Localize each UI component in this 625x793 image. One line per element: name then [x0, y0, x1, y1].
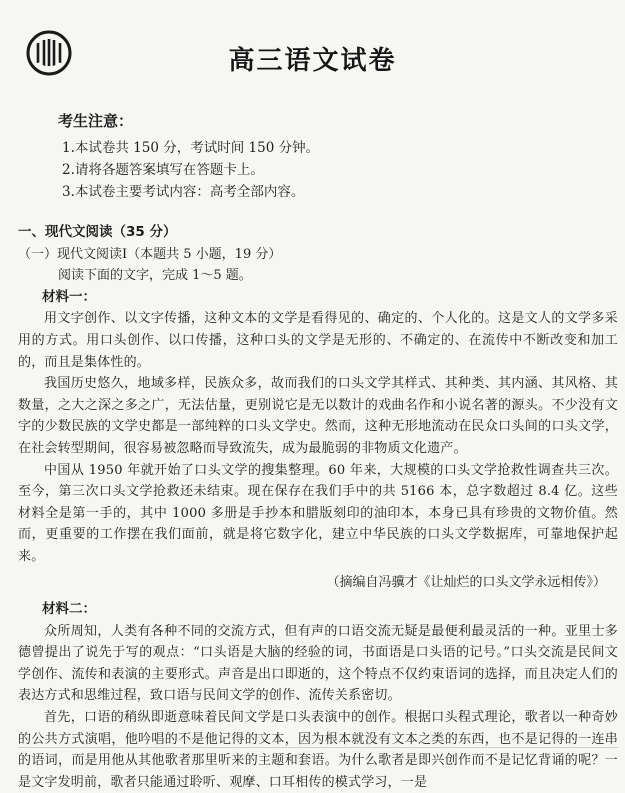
page-divider — [18, 747, 618, 748]
material-two-label: 材料二： — [42, 601, 96, 618]
material-two-paragraph: 首先，口语的稍纵即逝意味着民间文学是口头表演中的创作。根据口头程式理论，歌者以一种奇妙的公共方式演唱，他吟唱的不是他记得的文本，因为根本就没有文本之类的东西，也不是记得的一连串的语词，而是用他从其他歌者那里听来的主题和套语。为什么歌者是即兴创作而不是记忆背诵的呢？一是文字发明前，歌者只能通过聆听、观摩、口耳相传的模式学习，一是 — [18, 710, 618, 790]
notice-item: 3.本试卷主要考试内容：高考全部内容。 — [62, 184, 305, 200]
subsection-heading: （一）现代文阅读Ⅰ（本题共 5 小题，19 分） — [18, 246, 282, 262]
section-heading: 一、现代文阅读（35 分） — [18, 224, 177, 240]
notice-item: 2.请将各题答案填写在答题卡上。 — [62, 162, 264, 178]
material-one-source: （摘编自冯骥才《让灿烂的口头文学永远相传》） — [326, 574, 606, 590]
material-one-paragraph: 我国历史悠久，地域多样，民族众多，故而我们的口头文学其样式、其种类、其内涵、其风格、其数量，之大之深之多之广，无法估量，更别说它是无以数计的戏曲名作和小说名著的源头。不少没有文字的少数民族的文学史都是一部纯粹的口头文学史。然而，这种无形地流动在民众口头间的口头文学，在社会转型期间，很容易被忽略而导致流失，成为最脆弱的非物质文化遗产。 — [18, 376, 618, 456]
material-one-label: 材料一： — [42, 288, 96, 305]
material-one-paragraph: 中国从 1950 年就开始了口头文学的搜集整理。60 年来，大规模的口头文学抢救性调查共三次。至今，第三次口头文学抢救还未结束。现在保存在我们手中的共 5166 本，总字数超过 8.4 亿。这些材料全是第一手的，其中 1000 多册是手抄本和腊版刻印的油印本，本身已具有珍贵的文物价值。然而，更重要的工作摆在我们面前，就是将它数字化，建立中华民族的口头文学数据库，可靠地保护起来。 — [18, 462, 618, 564]
candidate-notice — [50, 110, 570, 203]
reading-instruction: 阅读下面的文字，完成 1～5 题。 — [58, 268, 252, 284]
material-one-paragraph: 用文字创作、以文字传播，这种文本的文学是看得见的、确定的、个人化的。这是文人的文学多采用的方式。用口头创作、以口传播，这种口头的文学是无形的、不确定的、在流传中不断改变和加工的，而且是集体性的。 — [18, 311, 618, 370]
notice-heading: 考生注意： — [58, 112, 134, 130]
notice-item: 1.本试卷共 150 分，考试时间 150 分钟。 — [62, 140, 320, 156]
reading-section — [18, 222, 618, 793]
page-title: 高三语文试卷 — [228, 46, 397, 76]
material-two-paragraph: 众所周知，人类有各种不同的交流方式，但有声的口语交流无疑是最便利最灵活的一种。亚里士多德曾提出了说先于写的观点：“口头语是大脑的经验的词，书面语是口头语的记号。”口头交流是民间文学创作、流传和表演的主要形式。声音是出口即逝的，这个特点不仅约束语词的选择，而且决定人们的表达方式和思维过程，致口语与民间文学的创作、流传关系密切。 — [18, 623, 618, 704]
